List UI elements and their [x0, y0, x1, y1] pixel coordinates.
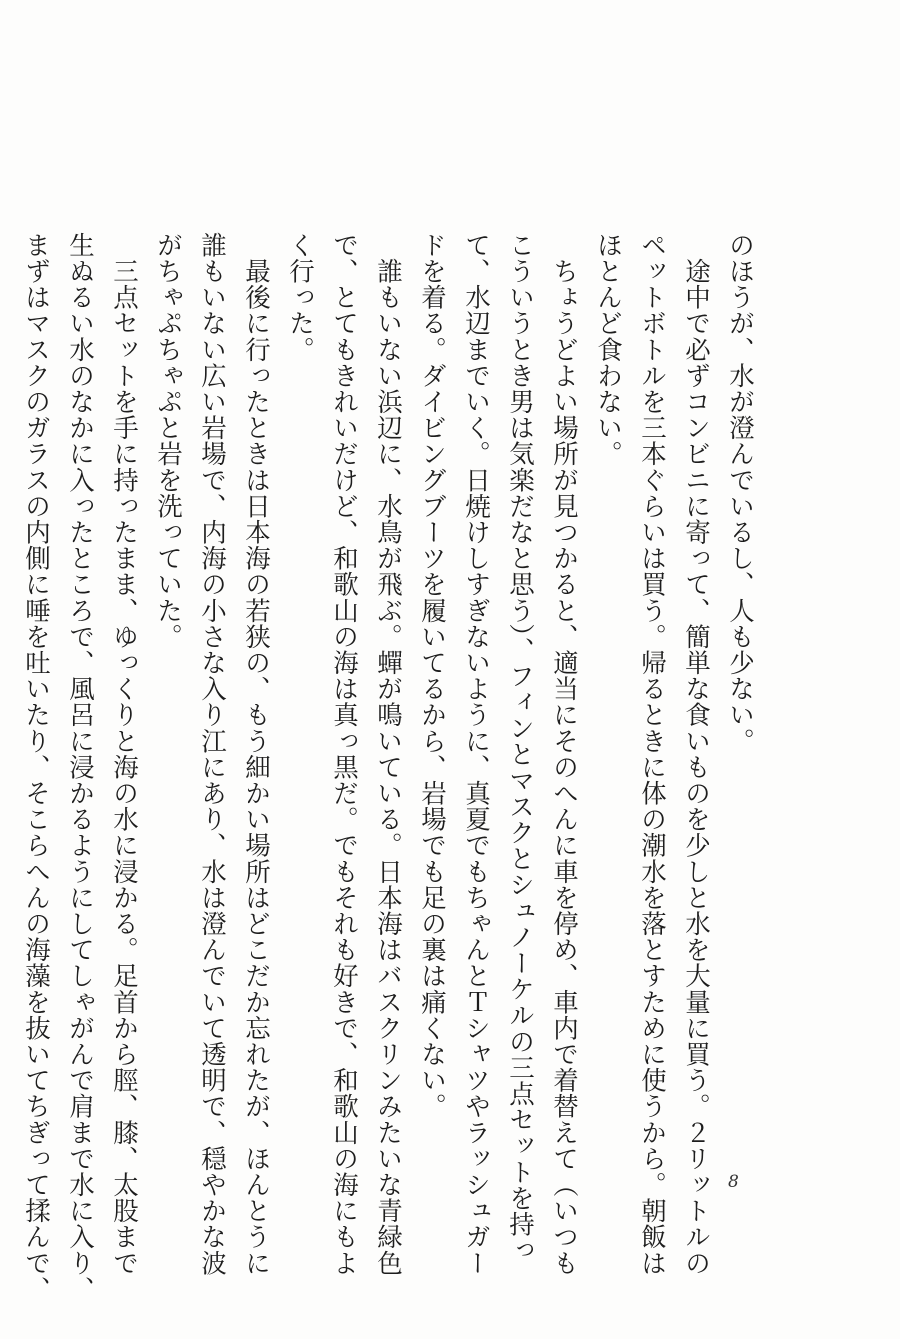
text-line: ちょうどよい場所が見つかると、適当にそのへんに車を停め、車内で着替えて（いつも [549, 232, 579, 1276]
body-text [14, 232, 762, 1303]
text-line: 生ぬるい水のなかに入ったところで、風呂に浸かるようにしてしゃがんで肩まで水に入り、 [65, 232, 95, 1303]
text-line: ペットボトルを三本ぐらいは買う。帰るときに体の潮水を落とすために使うから。朝飯は [637, 232, 667, 1276]
text-line: ドを着る。ダイビングブーツを履いてるから、岩場でも足の裏は痛くない。 [417, 232, 447, 1120]
text-line: く行った。 [285, 232, 315, 363]
text-line: 三点セットを手に持ったまま、ゆっくりと海の水に浸かる。足首から脛、膝、太股まで [109, 232, 139, 1276]
text-line: ほとんど食わない。 [593, 232, 623, 467]
text-line: まずはマスクのガラスの内側に唾を吐いたり、そこらへんの海藻を抜いてちぎって揉んで、 [21, 232, 51, 1303]
text-line: て、水辺までいく。日焼けしすぎないように、真夏でもちゃんとＴシャツやラッシュガー [461, 232, 491, 1276]
text-line: 誰もいない浜辺に、水鳥が飛ぶ。蟬が鳴いている。日本海はバスクリンみたいな青緑色 [373, 232, 403, 1276]
page-number: 8 [728, 1172, 739, 1192]
text-line: のほうが、水が澄んでいるし、人も少ない。 [725, 232, 755, 754]
text-line: 最後に行ったときは日本海の若狭の、もう細かい場所はどこだか忘れたが、ほんとうに [241, 232, 271, 1276]
text-line: で、とてもきれいだけど、和歌山の海は真っ黒だ。でもそれも好きで、和歌山の海にもよ [329, 232, 359, 1276]
text-line: こういうとき男は気楽だなと思う）、フィンとマスクとシュノーケルの三点セットを持っ [505, 232, 535, 1264]
text-line: 途中で必ずコンビニに寄って、簡単な食いものを少しと水を大量に買う。２リットルの [681, 232, 711, 1276]
text-line: 誰もいない広い岩場で、内海の小さな入り江にあり、水は澄んでいて透明で、穏やかな波 [197, 232, 227, 1276]
text-line: がちゃぷちゃぷと岩を洗っていた。 [153, 232, 183, 650]
